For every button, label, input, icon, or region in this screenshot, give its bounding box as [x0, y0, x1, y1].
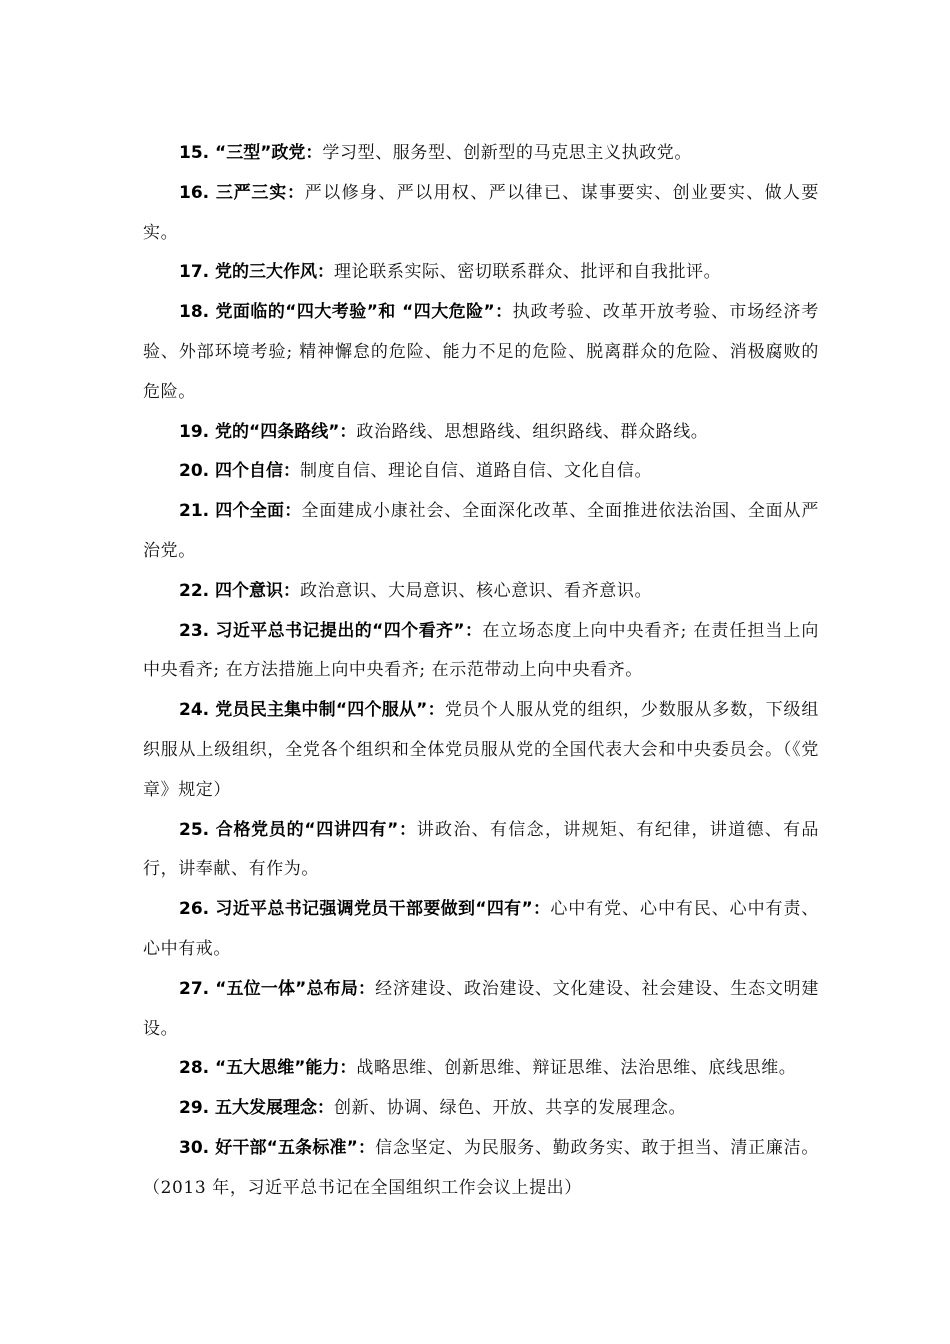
item-term: 30. 好干部“五条标准”： — [179, 1137, 376, 1158]
item-text: 政治意识、大局意识、核心意识、看齐意识。 — [300, 580, 653, 601]
item-text: 讲政治、有信念，讲规矩、有纪律，讲道德、有品行，讲奉献、有作为。 — [143, 819, 819, 880]
list-item — [143, 174, 819, 254]
item-term: 29. 五大发展理念： — [179, 1098, 335, 1119]
item-text: 严以修身、严以用权、严以律已、谋事要实、创业要实、做人要实。 — [143, 182, 819, 243]
list-item — [143, 811, 819, 891]
list-item — [143, 1089, 819, 1129]
item-text: 理论联系实际、密切联系群众、批评和自我批评。 — [334, 262, 722, 283]
list-item — [143, 970, 819, 1050]
item-text: 制度自信、理论自信、道路自信、文化自信。 — [300, 461, 653, 482]
list-item — [143, 691, 819, 810]
list-item — [143, 253, 819, 293]
list-item — [143, 413, 819, 453]
item-term: 24. 党员民主集中制“四个服从”： — [179, 700, 445, 721]
item-text: 创新、协调、绿色、开放、共享的发展理念。 — [334, 1098, 687, 1119]
item-text: 学习型、服务型、创新型的马克思主义执政党。 — [322, 143, 692, 163]
item-term: 23. 习近平总书记提出的“四个看齐”： — [179, 620, 483, 641]
item-text: 信念坚定、为民服务、勤政务实、敢于担当、清正廉洁。（2013 年，习近平总书记在全国组织工作会议上提出） — [143, 1137, 820, 1198]
item-term: 16. 三严三实： — [179, 182, 305, 203]
item-text: 政治路线、思想路线、组织路线、群众路线。 — [356, 421, 709, 442]
item-term: 18. 党面临的“四大考验”和 “四大危险”： — [179, 302, 513, 323]
list-item — [143, 612, 819, 692]
item-term: 19. 党的“四条路线”： — [179, 421, 357, 442]
item-term: 28. “五大思维”能力： — [179, 1058, 357, 1079]
list-item — [143, 293, 819, 412]
list-item — [143, 890, 819, 970]
list-item — [143, 452, 819, 492]
item-text: 心中有党、心中有民、心中有责、心中有戒。 — [143, 899, 820, 959]
item-text: 执政考验、改革开放考验、市场经济考验、外部环境考验; 精神懈怠的危险、能力不足的危险、脱离群众的危险、消极腐败的危险。 — [143, 302, 819, 402]
item-text: 在立场态度上向中央看齐; 在责任担当上向中央看齐; 在方法措施上向中央看齐; 在示范带动上向中央看齐。 — [143, 620, 819, 681]
document-body — [143, 134, 819, 1209]
list-item — [143, 134, 819, 174]
item-term: 17. 党的三大作风： — [179, 262, 335, 283]
item-text: 党员个人服从党的组织，少数服从多数，下级组织服从上级组织，全党各个组织和全体党员服从党的全国代表大会和中央委员会。（《党章》规定） — [143, 700, 819, 800]
list-item — [143, 1129, 819, 1209]
item-term: 27. “五位一体”总布局： — [179, 978, 376, 999]
item-term: 25. 合格党员的“四讲四有”： — [179, 819, 417, 840]
list-item — [143, 492, 819, 572]
item-text: 全面建成小康社会、全面深化改革、全面推进依法治国、全面从严治党。 — [143, 501, 819, 561]
list-item — [143, 572, 819, 612]
item-term: 26. 习近平总书记强调党员干部要做到“四有”： — [179, 899, 551, 920]
item-term: 15. “三型”政党： — [179, 143, 323, 163]
item-term: 21. 四个全面： — [179, 501, 302, 522]
item-term: 20. 四个自信： — [179, 461, 301, 482]
item-term: 22. 四个意识： — [179, 580, 301, 601]
list-item — [143, 1049, 819, 1089]
item-text: 经济建设、政治建设、文化建设、社会建设、生态文明建设。 — [143, 978, 820, 1039]
item-text: 战略思维、创新思维、辩证思维、法治思维、底线思维。 — [356, 1058, 797, 1079]
